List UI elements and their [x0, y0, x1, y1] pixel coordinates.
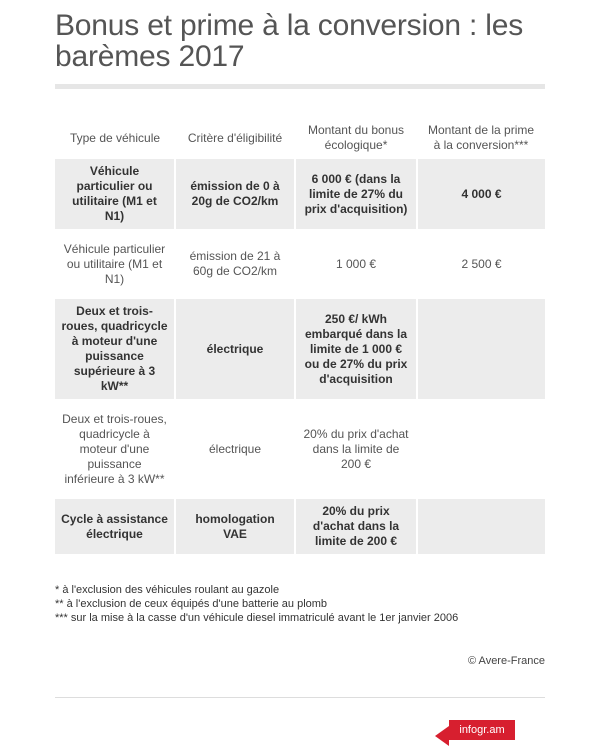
- cell-type-vehicule: Cycle à assistance électrique: [55, 499, 175, 554]
- cell-type-vehicule: Deux et trois-roues, quadricycle à moteur d'une puissance inférieure à 3 kW**: [62, 411, 167, 486]
- table-row: [55, 499, 545, 554]
- cell-prime: 2 500 €: [417, 229, 545, 299]
- infogram-logo-link[interactable]: infogr.am: [449, 720, 515, 740]
- table-row: [55, 159, 545, 229]
- cell-type-vehicule: Véhicule particulier ou utilitaire (M1 et N1): [55, 159, 175, 229]
- cell-critere: émission de 0 à 20g de CO2/km: [175, 159, 295, 229]
- header-montant-bonus: Montant du bonus écologique*: [307, 123, 405, 152]
- header-critere-eligibilite: Critère d'éligibilité: [187, 130, 283, 145]
- page-title: Bonus et prime à la conversion : les barèmes 2017: [55, 9, 524, 73]
- cell-critere: électrique: [175, 299, 295, 399]
- table-header-row: [55, 117, 545, 159]
- cell-prime: [417, 499, 545, 554]
- table-row: [55, 299, 545, 399]
- header-type-vehicule: Type de véhicule: [69, 130, 161, 145]
- footnotes: [55, 583, 458, 625]
- title-divider: [55, 84, 545, 89]
- table-row: [55, 399, 545, 499]
- cell-bonus: 1 000 €: [295, 229, 417, 299]
- cell-prime: 4 000 €: [417, 159, 545, 229]
- cell-bonus: 20% du prix d'achat dans la limite de 200 €: [295, 399, 417, 499]
- footnote-diesel: *** sur la mise à la casse d'un véhicule diesel immatriculé avant le 1er janvier 2006: [55, 612, 459, 624]
- cell-bonus: 6 000 € (dans la limite de 27% du prix d'acquisition): [295, 159, 417, 229]
- brand-flag-icon: [435, 726, 449, 746]
- footer-divider: [55, 697, 545, 698]
- cell-type-vehicule: Véhicule particulier ou utilitaire (M1 et N1): [63, 241, 166, 286]
- cell-critere: électrique: [175, 399, 295, 499]
- footnote-plomb: ** à l'exclusion de ceux équipés d'une batterie au plomb: [55, 598, 328, 610]
- cell-critere: émission de 21 à 60g de CO2/km: [175, 229, 295, 299]
- footnote-gazole: * à l'exclusion des véhicules roulant au gazole: [55, 584, 280, 596]
- table-row: [55, 229, 545, 299]
- cell-bonus: 250 €/ kWh embarqué dans la limite de 1 000 € ou de 27% du prix d'acquisition: [295, 299, 417, 399]
- source-credit: © Avere-France: [468, 655, 545, 667]
- bareme-table: [55, 117, 545, 554]
- header-montant-prime: Montant de la prime à la conversion***: [427, 123, 535, 152]
- cell-prime: [417, 399, 545, 499]
- cell-bonus: 20% du prix d'achat dans la limite de 200 €: [295, 499, 417, 554]
- cell-prime: [417, 299, 545, 399]
- cell-type-vehicule: Deux et trois-roues, quadricycle à moteur d'une puissance supérieure à 3 kW**: [55, 299, 175, 399]
- cell-critere: homologation VAE: [175, 499, 295, 554]
